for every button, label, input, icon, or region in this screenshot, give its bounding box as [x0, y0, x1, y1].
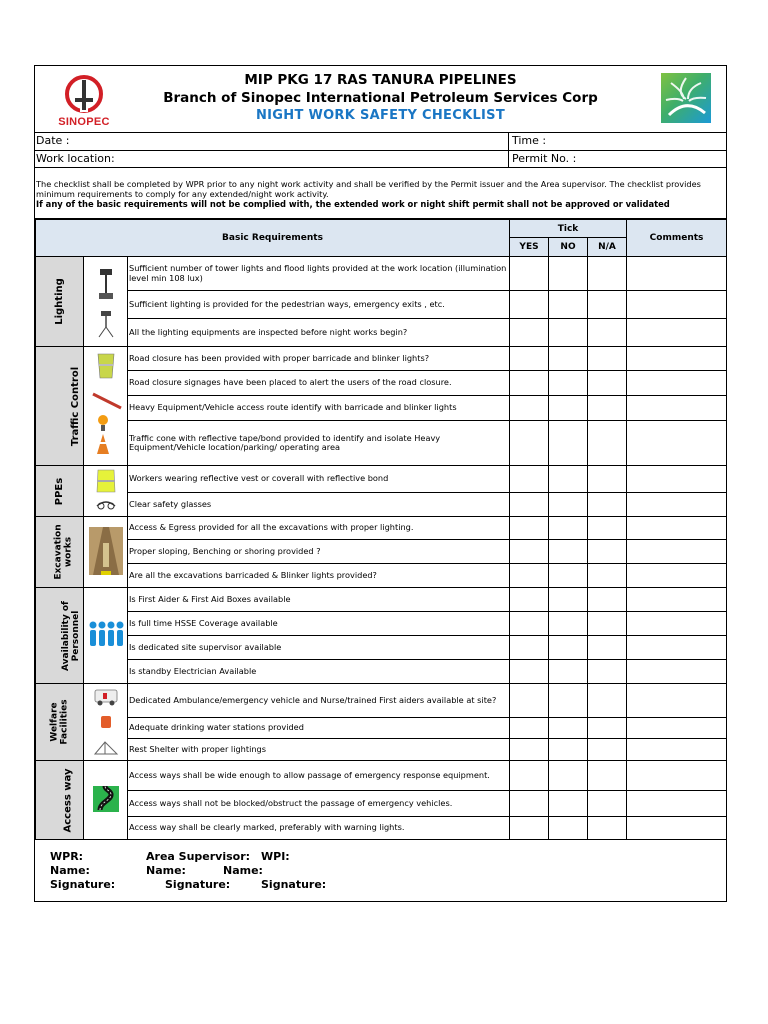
comment-field[interactable]	[627, 739, 727, 761]
table-row	[36, 492, 727, 516]
no-checkbox[interactable]	[549, 588, 588, 612]
checklist-sheet	[34, 65, 727, 902]
date-time-row	[35, 133, 726, 151]
na-checkbox[interactable]	[588, 371, 627, 396]
table-row	[36, 540, 727, 564]
comment-field[interactable]	[627, 636, 727, 660]
no-checkbox[interactable]	[549, 466, 588, 493]
requirement-text: Is First Aider & First Aid Boxes available	[128, 588, 510, 612]
table-row	[36, 684, 727, 718]
table-row	[36, 371, 727, 396]
instructions	[35, 168, 726, 219]
date-field[interactable]	[35, 133, 509, 150]
category-label-line1: Welfare	[49, 702, 60, 742]
project-title: MIP PKG 17 RAS TANURA PIPELINES	[244, 72, 517, 88]
work-location-label: Work location:	[36, 152, 115, 165]
yes-checkbox[interactable]	[510, 291, 549, 319]
no-checkbox[interactable]	[549, 636, 588, 660]
wpi-signature-label[interactable]: Signature:	[261, 878, 327, 891]
yes-checkbox[interactable]	[510, 564, 549, 588]
no-checkbox[interactable]	[549, 660, 588, 684]
na-checkbox[interactable]	[588, 540, 627, 564]
yes-checkbox[interactable]	[510, 492, 549, 516]
na-checkbox[interactable]	[588, 660, 627, 684]
requirement-text: Traffic cone with reflective tape/bond provided to identify and isolate Heavy Equipment/Vehicle location/parking/ operating area	[128, 421, 510, 466]
welfare-icon	[84, 684, 128, 761]
no-checkbox[interactable]	[549, 517, 588, 540]
no-checkbox[interactable]	[549, 717, 588, 739]
requirement-text: Is full time HSSE Coverage available	[128, 612, 510, 636]
table-row	[36, 761, 727, 791]
table-row	[36, 347, 727, 371]
permit-no-label: Permit No. :	[512, 152, 577, 165]
header	[35, 66, 726, 133]
table-row	[36, 791, 727, 817]
na-checkbox[interactable]	[588, 717, 627, 739]
comment-field[interactable]	[627, 564, 727, 588]
requirement-text: Clear safety glasses	[128, 492, 510, 516]
na-checkbox[interactable]	[588, 492, 627, 516]
yes-checkbox[interactable]	[510, 588, 549, 612]
category-label-line1: Excavation	[53, 524, 64, 580]
requirement-text: All the lighting equipments are inspected before night works begin?	[128, 319, 510, 347]
wpi-label: WPI:	[261, 850, 290, 863]
yes-checkbox[interactable]	[510, 739, 549, 761]
requirement-text: Heavy Equipment/Vehicle access route identify with barricade and blinker lights	[128, 396, 510, 421]
na-checkbox[interactable]	[588, 636, 627, 660]
na-checkbox[interactable]	[588, 319, 627, 347]
comment-field[interactable]	[627, 684, 727, 718]
table-row	[36, 660, 727, 684]
comment-field[interactable]	[627, 791, 727, 817]
comment-field[interactable]	[627, 817, 727, 840]
tower-light-icon	[84, 257, 128, 347]
no-checkbox[interactable]	[549, 739, 588, 761]
permit-no-field[interactable]	[510, 151, 726, 167]
requirement-text: Road closure signages have been placed to alert the users of the road closure.	[128, 371, 510, 396]
comment-field[interactable]	[627, 761, 727, 791]
personnel-group-icon	[84, 588, 128, 684]
requirement-text: Are all the excavations barricaded & Blinker lights provided?	[128, 564, 510, 588]
wpr-signature-label[interactable]: Signature:	[50, 878, 116, 891]
yes-checkbox[interactable]	[510, 612, 549, 636]
table-row	[36, 564, 727, 588]
no-checkbox[interactable]	[549, 684, 588, 718]
yes-checkbox[interactable]	[510, 319, 549, 347]
yes-header: YES	[510, 238, 549, 257]
wpi-name-label[interactable]: Name:	[223, 864, 263, 877]
yes-checkbox[interactable]	[510, 540, 549, 564]
category-label-line2: Facilities	[59, 699, 70, 745]
category-label-line1: Availability of	[60, 600, 71, 671]
category-label-line2: Personnel	[70, 610, 81, 661]
table-row	[36, 817, 727, 840]
yes-checkbox[interactable]	[510, 421, 549, 466]
yes-checkbox[interactable]	[510, 371, 549, 396]
table-row	[36, 291, 727, 319]
yes-checkbox[interactable]	[510, 257, 549, 291]
requirement-text: Rest Shelter with proper lightings	[128, 739, 510, 761]
requirement-text: Access ways shall be wide enough to allow passage of emergency response equipment.	[128, 761, 510, 791]
checklist-table	[35, 219, 727, 840]
no-checkbox[interactable]	[549, 396, 588, 421]
na-checkbox[interactable]	[588, 761, 627, 791]
category-traffic-control: Traffic Control	[36, 347, 84, 466]
checklist-title: NIGHT WORK SAFETY CHECKLIST	[255, 108, 506, 123]
comment-field[interactable]	[627, 588, 727, 612]
requirement-text: Workers wearing reflective vest or coverall with reflective bond	[128, 466, 510, 493]
na-checkbox[interactable]	[588, 817, 627, 840]
na-checkbox[interactable]	[588, 257, 627, 291]
category-lighting: Lighting	[36, 257, 84, 347]
requirement-text: Is dedicated site supervisor available	[128, 636, 510, 660]
requirement-text: Sufficient number of tower lights and flood lights provided at the work location (illumination level min 108 lux)	[128, 257, 510, 291]
date-label: Date :	[36, 134, 70, 147]
na-checkbox[interactable]	[588, 564, 627, 588]
road-sign-icon	[84, 761, 128, 840]
instruction-line-3: If any of the basic requirements will not be complied with, the extended work or night shift permit shall not be approved or validated	[36, 199, 670, 209]
work-permit-row	[35, 151, 726, 168]
company-title: Branch of Sinopec International Petroleum Services Corp	[163, 90, 598, 106]
comment-field[interactable]	[627, 540, 727, 564]
table-row	[36, 636, 727, 660]
instruction-line-2: minimum requirements to comply for any extended/night work activity.	[36, 189, 329, 199]
category-access-way: Access way	[36, 761, 84, 840]
yes-checkbox[interactable]	[510, 517, 549, 540]
yes-checkbox[interactable]	[510, 817, 549, 840]
comments-header: Comments	[627, 220, 727, 257]
reflective-vest-icon	[84, 466, 128, 517]
comment-field[interactable]	[627, 347, 727, 371]
category-label-line2: works	[63, 536, 74, 568]
na-checkbox[interactable]	[588, 291, 627, 319]
requirement-text: Access way shall be clearly marked, preferably with warning lights.	[128, 817, 510, 840]
no-checkbox[interactable]	[549, 612, 588, 636]
na-checkbox[interactable]	[588, 791, 627, 817]
table-row	[36, 588, 727, 612]
yes-checkbox[interactable]	[510, 791, 549, 817]
na-checkbox[interactable]	[588, 739, 627, 761]
requirement-text: Access ways shall not be blocked/obstruct the passage of emergency vehicles.	[128, 791, 510, 817]
no-checkbox[interactable]	[549, 421, 588, 466]
table-row	[36, 612, 727, 636]
na-checkbox[interactable]	[588, 517, 627, 540]
signature-footer	[35, 838, 726, 902]
excavation-icon	[84, 517, 128, 588]
yes-checkbox[interactable]	[510, 396, 549, 421]
requirement-text: Road closure has been provided with proper barricade and blinker lights?	[128, 347, 510, 371]
na-checkbox[interactable]	[588, 421, 627, 466]
area-supervisor-label: Area Supervisor:	[146, 850, 251, 863]
no-header: NO	[549, 238, 588, 257]
requirement-text: Access & Egress provided for all the excavations with proper lighting.	[128, 517, 510, 540]
time-field[interactable]	[510, 133, 726, 150]
comment-field[interactable]	[627, 717, 727, 739]
no-checkbox[interactable]	[549, 540, 588, 564]
requirement-text: Is standby Electrician Available	[128, 660, 510, 684]
area-supervisor-name-label[interactable]: Name:	[146, 864, 186, 877]
yes-checkbox[interactable]	[510, 761, 549, 791]
yes-checkbox[interactable]	[510, 636, 549, 660]
comment-field[interactable]	[627, 466, 727, 493]
na-checkbox[interactable]	[588, 466, 627, 493]
yes-checkbox[interactable]	[510, 684, 549, 718]
comment-field[interactable]	[627, 660, 727, 684]
category-availability-of-personnel	[36, 588, 84, 684]
na-checkbox[interactable]	[588, 684, 627, 718]
na-checkbox[interactable]	[588, 396, 627, 421]
requirement-text: Sufficient lighting is provided for the pedestrian ways, emergency exits , etc.	[128, 291, 510, 319]
no-checkbox[interactable]	[549, 817, 588, 840]
area-supervisor-signature-label[interactable]: Signature:	[165, 878, 231, 891]
no-checkbox[interactable]	[549, 564, 588, 588]
sinopec-brand-text: SINOPEC	[58, 116, 110, 128]
no-checkbox[interactable]	[549, 791, 588, 817]
requirement-text: Dedicated Ambulance/emergency vehicle and Nurse/trained First aiders available at site?	[128, 684, 510, 718]
comment-field[interactable]	[627, 421, 727, 466]
client-logo-icon	[661, 73, 711, 123]
comment-field[interactable]	[627, 517, 727, 540]
na-checkbox[interactable]	[588, 347, 627, 371]
table-row	[36, 517, 727, 540]
comment-field[interactable]	[627, 319, 727, 347]
time-label: Time :	[512, 134, 547, 147]
no-checkbox[interactable]	[549, 371, 588, 396]
no-checkbox[interactable]	[549, 319, 588, 347]
basic-requirements-header: Basic Requirements	[36, 220, 510, 257]
no-checkbox[interactable]	[549, 761, 588, 791]
table-row	[36, 319, 727, 347]
requirement-text: Proper sloping, Benching or shoring provided ?	[128, 540, 510, 564]
table-row	[36, 739, 727, 761]
yes-checkbox[interactable]	[510, 660, 549, 684]
comment-field[interactable]	[627, 492, 727, 516]
table-row	[36, 717, 727, 739]
requirement-text: Adequate drinking water stations provided	[128, 717, 510, 739]
na-checkbox[interactable]	[588, 612, 627, 636]
comment-field[interactable]	[627, 371, 727, 396]
tick-header: Tick	[510, 220, 627, 238]
wpr-name-label[interactable]: Name:	[50, 864, 90, 877]
na-header: N/A	[588, 238, 627, 257]
comment-field[interactable]	[627, 396, 727, 421]
table-row	[36, 396, 727, 421]
category-welfare-facilities	[36, 684, 84, 761]
no-checkbox[interactable]	[549, 347, 588, 371]
no-checkbox[interactable]	[549, 291, 588, 319]
category-ppes: PPEs	[36, 466, 84, 517]
yes-checkbox[interactable]	[510, 466, 549, 493]
comment-field[interactable]	[627, 612, 727, 636]
comment-field[interactable]	[627, 291, 727, 319]
no-checkbox[interactable]	[549, 257, 588, 291]
wpr-label: WPR:	[50, 850, 84, 863]
yes-checkbox[interactable]	[510, 347, 549, 371]
traffic-control-icon	[84, 347, 128, 466]
category-excavation-works	[36, 517, 84, 588]
table-row	[36, 257, 727, 291]
instruction-line-1: The checklist shall be completed by WPR prior to any night work activity and shall be verified by the Permit issuer and the Area supervisor. The checklist provides	[36, 179, 701, 189]
no-checkbox[interactable]	[549, 492, 588, 516]
work-location-field[interactable]	[35, 151, 509, 167]
comment-field[interactable]	[627, 257, 727, 291]
na-checkbox[interactable]	[588, 588, 627, 612]
yes-checkbox[interactable]	[510, 717, 549, 739]
table-row	[36, 466, 727, 493]
table-row	[36, 421, 727, 466]
